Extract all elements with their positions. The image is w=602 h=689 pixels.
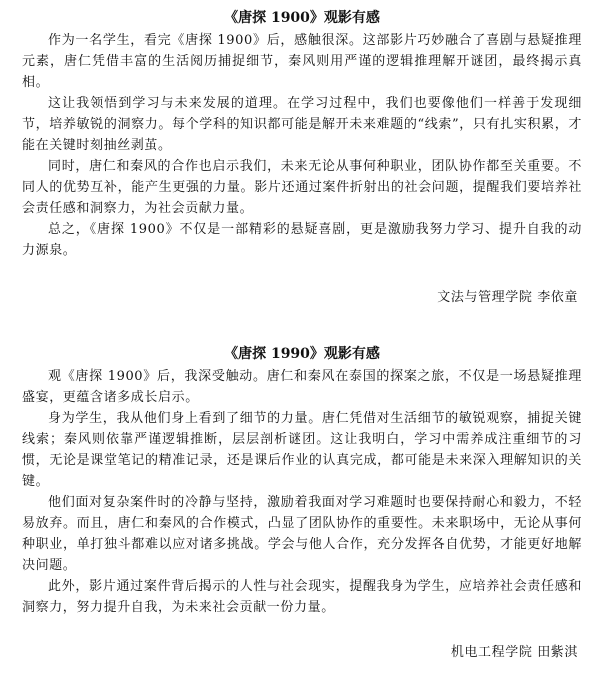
essay-title: 《唐探 1900》观影有感 bbox=[224, 10, 380, 26]
essay-1 bbox=[22, 6, 582, 308]
paragraph: 他们面对复杂案件时的冷静与坚持，激励着我面对学习难题时也要保持耐心和毅力，不轻易放弃。而且，唐仁和秦风的合作模式，凸显了团队协作的重要性。未来职场中，无论从事何种职业，单打独斗都难以应对诸多挑战。学会与他人合作，充分发挥各自优势，才能更好地解决问题。 bbox=[22, 495, 582, 573]
paragraph: 身为学生，我从他们身上看到了细节的力量。唐仁凭借对生活细节的敏锐观察，捕捉关键线索；秦风则依靠严谨逻辑推断，层层剖析谜团。这让我明白，学习中需养成注重细节的习惯，无论是课堂笔记的精准记录，还是课后作业的认真完成，都可能是未来深入理解知识的关键。 bbox=[22, 411, 582, 489]
paragraph: 此外，影片通过案件背后揭示的人性与社会现实，提醒我身为学生，应培养社会责任感和洞察力，努力提升自我，为未来社会贡献一份力量。 bbox=[22, 579, 582, 615]
paragraph: 作为一名学生，看完《唐探 1900》后，感触很深。这部影片巧妙融合了喜剧与悬疑推理元素，唐仁凭借丰富的生活阅历捕捉细节，秦风则用严谨的逻辑推理解开谜团，最终揭示真相。 bbox=[22, 33, 582, 90]
author-signature: 机电工程学院 田紫淇 bbox=[450, 645, 578, 660]
paragraph: 总之，《唐探 1900》不仅是一部精彩的悬疑喜剧，更是激励我努力学习、提升自我的动力源泉。 bbox=[22, 222, 582, 258]
paragraph: 同时，唐仁和秦风的合作也启示我们，未来无论从事何种职业，团队协作都至关重要。不同人的优势互补，能产生更强的力量。影片还通过案件折射出的社会问题，提醒我们要培养社会责任感和洞察力，为社会贡献力量。 bbox=[22, 159, 582, 216]
paragraph: 观《唐探 1900》后，我深受触动。唐仁和秦风在泰国的探案之旅，不仅是一场悬疑推理盛宴，更蕴含诸多成长启示。 bbox=[22, 369, 582, 405]
paragraph: 这让我领悟到学习与未来发展的道理。在学习过程中，我们也要像他们一样善于发现细节，培养敏锐的洞察力。每个学科的知识都可能是解开未来难题的“线索”，只有扎实积累，才能在关键时刻抽丝剥茧。 bbox=[22, 96, 582, 153]
essay-title: 《唐探 1990》观影有感 bbox=[224, 346, 380, 362]
essay-2 bbox=[22, 342, 582, 663]
author-signature: 文法与管理学院 李依童 bbox=[437, 290, 578, 305]
